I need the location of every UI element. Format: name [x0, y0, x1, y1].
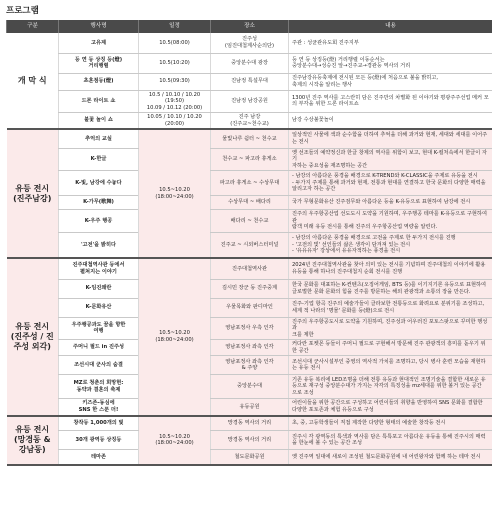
table-row: [7, 53, 493, 73]
category-cell: 유등 전시 (망경동 & 강남동): [7, 416, 59, 465]
table-row: [7, 399, 493, 416]
place-cell: 진남정 남강공원: [211, 90, 289, 113]
content-cell: - 남강의 아름다운 풍경을 배경으로 K-TREND와 K-CLASSIC을 주제로 유등을 전시 - 두가지 주제를 통해 과거와 현재, 전통과 현대를 연결하고 한국 문화의 다양한 매력을 알리고자 하는 공간: [289, 171, 493, 196]
table-row: [7, 258, 493, 279]
table-row: [7, 90, 493, 113]
event-name-cell: 조선시대 군사의 숨결: [59, 356, 139, 375]
content-cell: 진주시 각 광역동의 특색과 역사를 담은 특특포고 아름다운 유등을 통해 진주시의 매력 을 한눈에 볼 수 있는 공간 조성: [289, 431, 493, 450]
header-event-name: 행사명: [59, 20, 139, 33]
content-cell: 진주의 우주항공도시로 도약을 기원하며, 진주성과 어우러진 포토스팟으로 꾸미한 행성과 크를 제한: [289, 317, 493, 340]
table-row: [7, 148, 493, 171]
event-name-cell: K-우주 행공: [59, 210, 139, 233]
event-name-cell: 테마존: [59, 450, 139, 465]
content-cell: 일상적인 사물에 색과 순수함을 더하여 추억을 더해 과거와 현재, 세대와 세대를 이어주는 전시: [289, 129, 493, 148]
place-cell: 영남포정사 우측 인각: [211, 317, 289, 340]
content-cell: 초, 중, 고등학생들이 직접 제작한 다양한 형태의 예술한 창작등 전시: [289, 416, 493, 431]
place-cell: 물빛나루 쉼터 ~ 천수교: [211, 129, 289, 148]
event-name-cell: K-한글: [59, 148, 139, 171]
place-cell: 천수교 ~ 파고라 휴게소: [211, 148, 289, 171]
place-cell: 배다리 ~ 천수교: [211, 210, 289, 233]
place-cell: 우물목화와 판디마인: [211, 298, 289, 317]
content-cell: 등 연 등 상징등(燈) 거리행렬 이동순서는 중앙분수대→성승진 앞→진주교→경관등 역사의 거리: [289, 53, 493, 73]
table-row: [7, 171, 493, 196]
category-cell: 개 막 식: [7, 33, 59, 129]
event-name-cell: 30개 광역등 상징등: [59, 431, 139, 450]
place-cell: 영남포정사 좌측 인각: [211, 340, 289, 356]
event-name-cell: 창작등 1,000개의 빛: [59, 416, 139, 431]
program-table-body: [7, 33, 493, 465]
table-row: [7, 298, 493, 317]
content-cell: 커다란 포켓몬 등들이 주머니 필드로 구현해서 방문해 진주 관광객의 흥미를 돋우기 위한 공간: [289, 340, 493, 356]
event-name-cell: 진주대첩역사관 등에서 펼쳐지는 이야기: [59, 258, 139, 279]
content-cell: 2024년 진주대첩역사관을 찾아 의미 있는 전시를 기념하며 진주대첩의 이야기에 활용 유등을 통해 하나의 진주대첩지 순회 전시를 진행: [289, 258, 493, 279]
place-cell: 중앙분수대 광장: [211, 53, 289, 73]
content-cell: 주관 : 성균관유도회 진주지부: [289, 33, 493, 53]
schedule-cell: 10.5~10.20 (18:00~24:00): [139, 416, 211, 465]
table-header-row: [7, 20, 493, 33]
header-place: 장소: [211, 20, 289, 33]
content-cell: 1300년 진주 역사를 고스란히 담은 진주만의 차별화 된 이야기와 평광주주선업 메커 모 의 부각을 위한 드론 라이트쇼: [289, 90, 493, 113]
content-cell: 진주-기업 항곡 진주의 예술가들이 클라보한 전통등으로 화려요로 분위기를 조성하고, 세계 적 나라의 '명물' 문화를 등(燈)으로 전시: [289, 298, 493, 317]
table-row: [7, 356, 493, 375]
table-row: [7, 375, 493, 399]
event-name-cell: 추억의 교실: [59, 129, 139, 148]
table-row: [7, 196, 493, 210]
table-row: [7, 210, 493, 233]
content-cell: 기존 유등 복리에 LED조명을 더해 전통 유등과 현대적인 조명기술을 결합한 새로운 유 등으로 재구성 중앙분수대가 가지는 자각의 특징성을 mz세대를 위한 볼거 있는 공간 으로 조성: [289, 375, 493, 399]
place-cell: 영남포정사 좌측 인각 & 주양: [211, 356, 289, 375]
table-row: [7, 113, 493, 130]
place-cell: 진남정 특설무대: [211, 73, 289, 90]
place-cell: 진주대첩역사관: [211, 258, 289, 279]
place-cell: 김시민 장군 동 진주중계: [211, 279, 289, 298]
schedule-cell: 10.5(10:20): [139, 53, 211, 73]
table-row: [7, 450, 493, 465]
place-cell: 진주교 ~ 시외버스터미널: [211, 232, 289, 258]
category-cell: 유등 전시 (진주남강): [7, 129, 59, 258]
place-cell: 진주성 (임진대첩계사순의단): [211, 33, 289, 53]
table-row: [7, 129, 493, 148]
schedule-cell: 10.5~10.20 (18:00~24:00): [139, 129, 211, 258]
table-row: [7, 340, 493, 356]
content-cell: 진주남강유등축제에 전시된 모든 등(燈)에 처음으로 불을 밝히고, 축제의 시작을 알리는 행사: [289, 73, 493, 90]
program-table: [6, 20, 492, 466]
event-name-cell: MZ로 청춘의 희망현: 동약과 결혼의 축제: [59, 375, 139, 399]
section-title: 프로그램: [6, 6, 39, 16]
category-cell: 유등 전시 (진주성 / 진 주성 외각): [7, 258, 59, 416]
table-row: [7, 416, 493, 431]
table-row: [7, 232, 493, 258]
event-name-cell: 드론 라이트 쇼: [59, 90, 139, 113]
table-row: [7, 73, 493, 90]
event-name-cell: 고유제: [59, 33, 139, 53]
content-cell: 옛 진주역 일대에 새로이 조성된 철도문화공원에 내 어린왕자와 함께 하는 테마 전시: [289, 450, 493, 465]
table-row: [7, 33, 493, 53]
table-row: [7, 279, 493, 298]
event-name-cell: K-임진왜란: [59, 279, 139, 298]
place-cell: 유등공원: [211, 399, 289, 416]
event-name-cell: 초혼점등(燈): [59, 73, 139, 90]
event-name-cell: 키즈존-동심에 SNS 한 스푼 더!: [59, 399, 139, 416]
event-name-cell: 불꽃 놀이 쇼: [59, 113, 139, 130]
event-name-cell: 주머니 필드 in 진주성: [59, 340, 139, 356]
content-cell: 남강 수상불꽃놀이: [289, 113, 493, 130]
table-row: [7, 431, 493, 450]
content-cell: 국가 무형문화유산 진주검무와 아름다운 등을 K-유등으로 표현하여 남강에 전시: [289, 196, 493, 210]
content-cell: 어린이들을 위한 공간으로 구성하고 어린이들의 취향을 반영하여 SNS 문화를 결합한 다양한 포토존과 체험 유등으로 구성: [289, 399, 493, 416]
event-name-cell: K-빛, 남강에 수놓다: [59, 171, 139, 196]
place-cell: 진주 남강 (진주교~천수교): [211, 113, 289, 130]
content-cell: 옛 선조들의 예약정신과 한글 창제의 역사를 위함이 보고, 현대 K-컬처속에서 한글이 자기 자하는 중요성을 재조명하는 공간: [289, 148, 493, 171]
event-name-cell: 우주행공과도 꿈을 향한 여행: [59, 317, 139, 340]
header-content: 내용: [289, 20, 493, 33]
place-cell: 망경동 역사의 거리: [211, 416, 289, 431]
place-cell: 철도문화공원: [211, 450, 289, 465]
event-name-cell: K-가무(歌舞): [59, 196, 139, 210]
place-cell: 파고라 휴게소 ~ 수상무대: [211, 171, 289, 196]
content-cell: 조선시대 군사시설부인 중영의 역사적 가치를 조명하고, 당시 병사 훈련 모습을 재현하 는 유등 전시: [289, 356, 493, 375]
event-name-cell: '고전'을 밝히다: [59, 232, 139, 258]
event-name-cell: 등 연 등 상징 등(燈) 거리행렬: [59, 53, 139, 73]
header-category: 구분: [7, 20, 59, 33]
content-cell: 진주의 우주항공산업 선도도시 도약을 기원하며, 우주행공 테마를 K-유등으로 구현하여 관 람객 미래 유등 전시를 통해 진주의 우주항공산업 역량을 알린다.: [289, 210, 493, 233]
event-name-cell: K-문화유산: [59, 298, 139, 317]
schedule-cell: 10.5(08:00): [139, 33, 211, 53]
table-row: [7, 317, 493, 340]
header-schedule: 일정: [139, 20, 211, 33]
schedule-cell: 10.5(09:30): [139, 73, 211, 90]
schedule-cell: 10.05 / 10.10 / 10.20 (20:00): [139, 113, 211, 130]
place-cell: 중앙분수대: [211, 375, 289, 399]
schedule-cell: 10.5~10.20 (18:00~24:00): [139, 258, 211, 416]
schedule-cell: 10.5 / 10.10 / 10.20 (19:50) 10.09 / 10.12 (20:00): [139, 90, 211, 113]
place-cell: 망경동 역사의 거리: [211, 431, 289, 450]
place-cell: 수상무대 ~ 배다리: [211, 196, 289, 210]
content-cell: 한국 문화를 대표하는 K-컨텐츠(오징어게임, BTS 등)를 이기지기론 유등으로 표현하여 글로벌한 문화 문화의 힘을 진주를 방문하는 해외 관광객과 소통의 장을 만든다.: [289, 279, 493, 298]
content-cell: - 남강의 아름다운 풍경을 배경으로 고전을 주제로 한 두가지 전시를 진행 - '고전의 빛' 선인들의 삶은 생각이 담겨져 있는 전시 - '유유유자' 강상에서 유유자적하는 풍경을 전시: [289, 232, 493, 258]
